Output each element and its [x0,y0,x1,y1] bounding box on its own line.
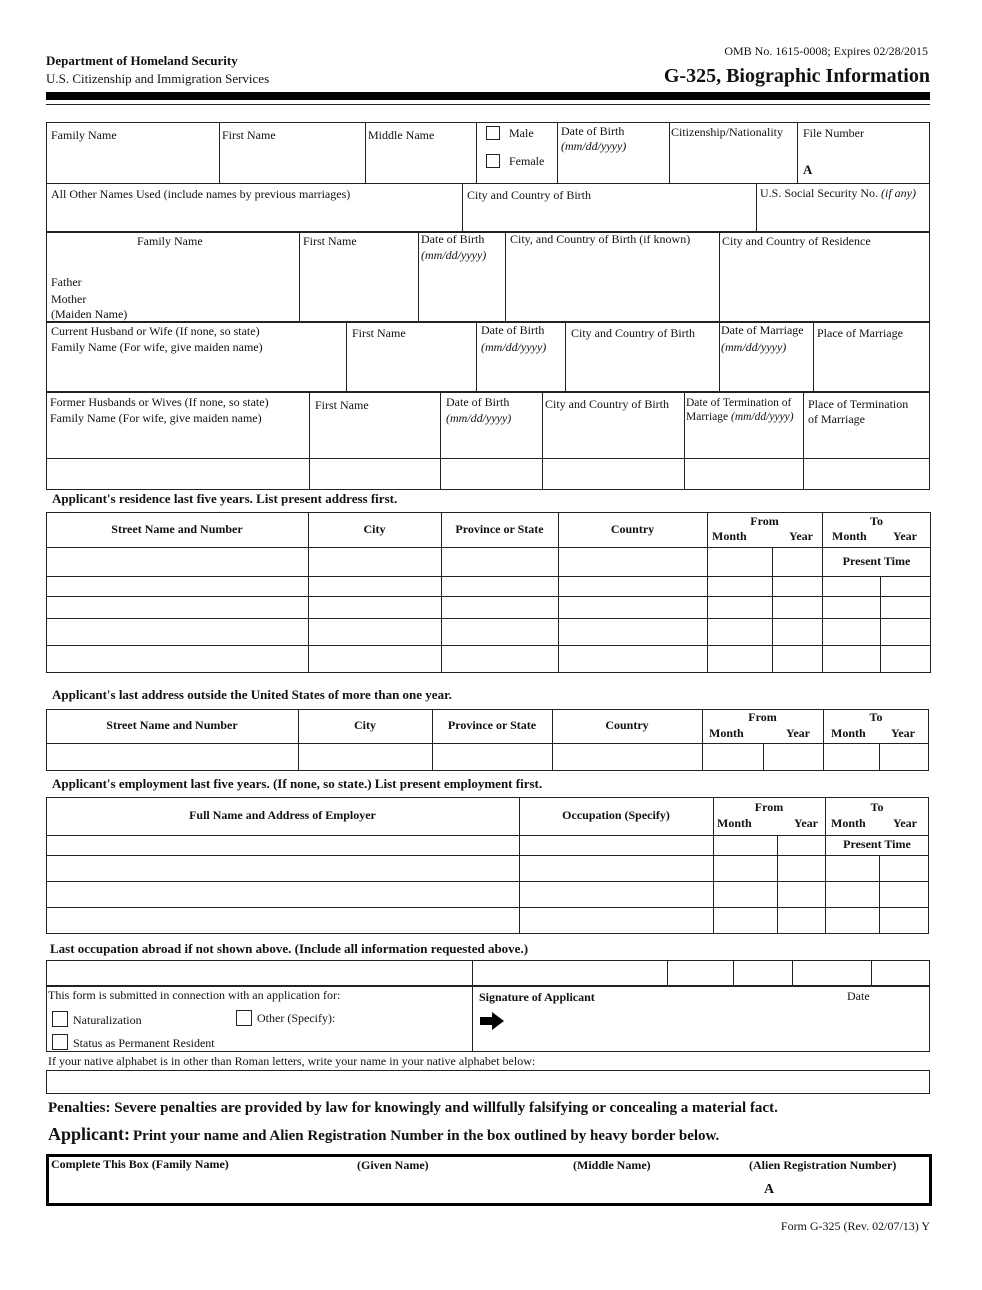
residence-province-field[interactable] [442,548,557,672]
sub-agency-name: U.S. Citizenship and Immigration Services [46,71,270,86]
middle-name-label-footer: (Middle Name) [573,1158,651,1172]
ssn-label [760,187,916,201]
date-label: Date [847,989,870,1003]
outside-street-field[interactable] [47,744,297,770]
former-label-line2: Family Name (For wife, give maiden name) [50,411,262,425]
footer-middle-name-field[interactable] [570,1175,745,1203]
residence-country-field[interactable] [559,548,706,672]
marriage-date-label: Date of Marriage [721,323,804,337]
birth-place-label: City and Country of Birth [467,188,591,202]
applicant-instruction [48,1124,719,1145]
form-title: G-325, Biographic Information [663,65,930,87]
abroad-to-field[interactable] [793,961,929,985]
father-label: Father [51,275,82,289]
family-name-label: Family Name [51,128,117,142]
file-number-label: File Number [803,126,864,140]
applicant-label: Applicant: [48,1124,131,1144]
residence-city-header: City [363,522,386,536]
employment-to-header: To [870,800,884,814]
outside-heading: Applicant's last address outside the United States of more than one year. [52,687,452,702]
occupation-header: Occupation (Specify) [562,808,670,822]
outside-from-field[interactable] [703,744,822,770]
middle-name-field[interactable] [366,138,475,182]
arrow-right-icon [479,1011,505,1031]
outside-city-header: City [354,718,376,732]
outside-city-field[interactable] [299,744,431,770]
abroad-heading: Last occupation abroad if not shown above. (Include all information requested above.) [50,941,529,956]
signature-field[interactable] [510,1006,840,1050]
outside-to-year: Year [891,726,915,740]
employer-header: Full Name and Address of Employer [189,808,376,822]
alien-number-label: (Alien Registration Number) [749,1158,897,1172]
former-label-line1: Former Husbands or Wives (If none, so state) [50,395,269,409]
former-family-name-field[interactable] [47,459,308,489]
former-dob-field[interactable] [441,459,541,489]
spouse-dob-field[interactable] [477,358,564,391]
other-checkbox[interactable] [236,1010,252,1026]
parents-dob-format: (mm/dd/yyyy) [421,248,487,262]
footer-given-name-field[interactable] [355,1175,565,1203]
residence-present-time: Present Time [842,554,911,568]
former-first-name-field[interactable] [310,459,439,489]
residence-to-month: Month [832,529,867,543]
former-first-name-label: First Name [315,398,369,412]
spouse-label-line1: Current Husband or Wife (If none, so state) [51,324,260,338]
parents-dob-field[interactable] [419,266,504,321]
termination-place-line2: of Marriage [808,412,865,426]
male-checkbox[interactable] [486,126,500,140]
termination-date-format: (mm/dd/yyyy) [731,411,794,423]
parents-residence-label: City and Country of Residence [722,234,871,248]
other-label: Other (Specify): [257,1011,336,1025]
abroad-occupation-field[interactable] [473,961,666,985]
outside-street-header: Street Name and Number [106,718,238,732]
applicant-row-divider [46,183,930,184]
permanent-resident-checkbox[interactable] [52,1034,68,1050]
marriage-date-field[interactable] [720,358,812,391]
former-dob-label: Date of Birth [446,395,510,409]
employer-field[interactable] [47,836,518,933]
residence-from-year: Year [789,529,813,543]
male-label: Male [509,126,534,140]
marriage-place-field[interactable] [814,344,929,391]
parents-family-name-field[interactable] [140,270,298,320]
former-dob-format: (mm/dd/yyyy) [446,411,512,425]
employment-from-field[interactable] [714,836,824,933]
employment-to-month: Month [831,816,866,830]
file-number-field[interactable] [818,155,929,182]
omb-number: OMB No. 1615-0008; Expires 02/28/2015 [724,44,928,58]
parents-family-name-label: Family Name [137,234,203,248]
outside-to-header: To [869,710,883,724]
residence-province-header: Province or State [455,522,544,536]
spouse-dob-label: Date of Birth [481,323,545,337]
termination-place-field[interactable] [804,459,929,489]
residence-from-field[interactable] [708,548,821,672]
outside-country-field[interactable] [553,744,701,770]
birth-place-field[interactable] [463,204,755,231]
dob-format: (mm/dd/yyyy) [561,139,627,153]
parents-dob-label: Date of Birth [421,232,485,246]
agency-name: Department of Homeland Security [46,53,238,68]
naturalization-checkbox[interactable] [52,1011,68,1027]
citizenship-label: Citizenship/Nationality [671,125,783,139]
other-names-field[interactable] [47,204,461,231]
dob-field[interactable] [558,155,668,182]
residence-heading: Applicant's residence last five years. List present address first. [52,491,398,506]
residence-street-field[interactable] [47,548,307,672]
marriage-date-format: (mm/dd/yyyy) [721,340,787,354]
permanent-resident-label: Status as Permanent Resident [73,1036,215,1050]
family-name-field[interactable] [47,138,218,182]
citizenship-field[interactable] [670,142,796,182]
employment-to-year: Year [893,816,917,830]
employment-from-month: Month [717,816,752,830]
residence-to-field[interactable] [823,577,930,672]
naturalization-label: Naturalization [73,1013,142,1027]
other-names-label: All Other Names Used (include names by previous marriages) [51,187,351,201]
former-birth-place-field[interactable] [543,459,683,489]
marriage-place-label: Place of Marriage [817,326,903,340]
divider [472,986,473,1052]
alien-number-prefix: A [764,1182,775,1197]
spouse-birth-place-label: City and Country of Birth [571,326,695,340]
divider [476,122,477,183]
signature-date-field[interactable] [842,1006,929,1050]
female-label: Female [509,154,545,168]
middle-name-label: Middle Name [368,128,435,142]
divider [797,122,798,183]
footer-family-name-field[interactable] [50,1175,350,1203]
employment-present-time: Present Time [843,837,911,851]
parents-birth-place-field[interactable] [506,252,718,321]
termination-date-line2 [686,411,794,424]
parents-first-name-field[interactable] [300,254,417,321]
header-thin-rule [46,104,930,105]
residence-to-year: Year [893,529,917,543]
spouse-birth-place-field[interactable] [566,344,718,391]
occupation-field[interactable] [520,836,712,933]
employment-from-header: From [754,800,784,814]
spouse-dob-format: (mm/dd/yyyy) [481,340,547,354]
ssn-text: U.S. Social Security No. [760,186,878,200]
maiden-name-label: (Maiden Name) [51,307,128,321]
header-rule [46,92,930,100]
signature-label: Signature of Applicant [479,990,595,1004]
outside-to-month: Month [831,726,866,740]
employment-heading: Applicant's employment last five years. (If none, so state.) List present employment first. [52,776,543,791]
termination-place-line1: Place of Termination [808,397,909,411]
residence-from-header: From [750,514,779,528]
termination-date-text: Marriage [686,411,729,423]
complete-box-label: Complete This Box (Family Name) [51,1157,229,1171]
outside-from-month: Month [709,726,744,740]
ssn-note: (if any) [881,186,916,200]
outside-province-field[interactable] [433,744,551,770]
residence-country-header: Country [610,522,655,536]
first-name-label: First Name [222,128,276,142]
outside-to-field[interactable] [824,744,928,770]
termination-date-line1: Date of Termination of [686,397,792,409]
penalties-text: Penalties: Severe penalties are provided by law for knowingly and willfully falsifying or concealing a material fact. [48,1100,778,1116]
spouse-label-line2: Family Name (For wife, give maiden name) [51,340,263,354]
first-name-field[interactable] [220,138,364,182]
former-birth-place-label: City and Country of Birth [545,397,669,411]
parents-residence-field[interactable] [720,254,929,321]
parents-birth-place-label: City, and Country of Birth (if known) [510,232,691,246]
outside-country-header: Country [605,718,649,732]
spouse-first-name-field[interactable] [347,344,475,391]
outside-province-header: Province or State [447,718,537,732]
residence-from-month: Month [712,529,747,543]
dob-label: Date of Birth [561,124,625,138]
given-name-label: (Given Name) [357,1158,429,1172]
parents-first-name-label: First Name [303,234,357,248]
mother-label: Mother [51,292,87,306]
outside-from-header: From [748,710,777,724]
residence-to-header: To [870,514,883,528]
abroad-employer-field[interactable] [47,961,471,985]
form-revision: Form G-325 (Rev. 02/07/13) Y [780,1219,930,1233]
native-name-field[interactable] [46,1070,930,1094]
residence-street-header: Street Name and Number [111,522,243,536]
ssn-field[interactable] [757,204,929,231]
spouse-first-name-label: First Name [352,326,406,340]
female-checkbox[interactable] [486,154,500,168]
file-number-prefix: A [803,162,813,177]
employment-to-field[interactable] [826,856,928,933]
spouse-family-name-field[interactable] [47,358,345,391]
applicant-text: Print your name and Alien Registration Number in the box outlined by heavy border below. [133,1128,720,1144]
native-alphabet-label: If your native alphabet is in other than Roman letters, write your name in your native alphabet below: [48,1054,536,1068]
employment-from-year: Year [794,816,818,830]
residence-city-field[interactable] [309,548,440,672]
termination-date-field[interactable] [685,459,802,489]
outside-from-year: Year [786,726,810,740]
abroad-from-field[interactable] [668,961,791,985]
submission-intro: This form is submitted in connection with an application for: [48,988,341,1002]
footer-alien-number-field[interactable] [780,1175,928,1203]
